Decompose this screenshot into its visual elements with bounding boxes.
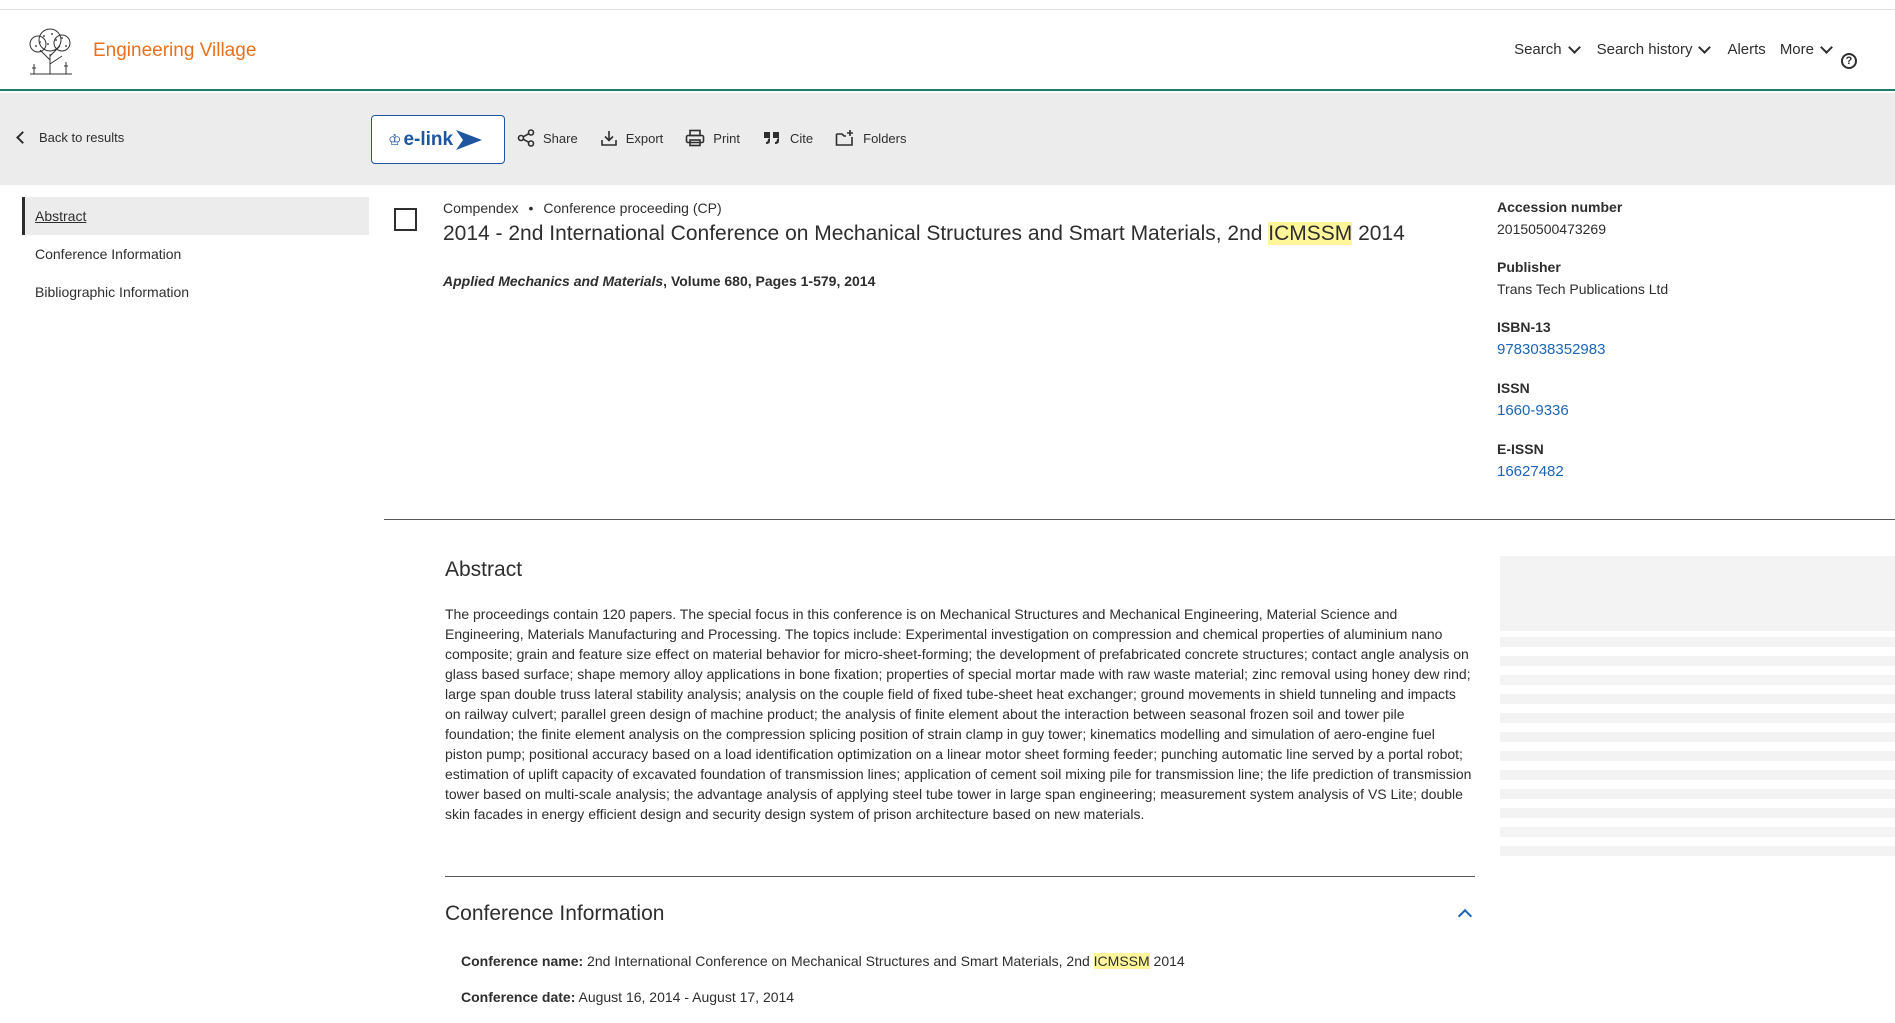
back-to-results-link[interactable]	[18, 130, 124, 145]
nav-search-label: Search	[1514, 41, 1562, 58]
loading-placeholder	[1500, 656, 1895, 666]
nav-search[interactable]	[1514, 41, 1583, 58]
section-nav-conference-information[interactable]: Conference Information	[35, 246, 182, 262]
top-border	[0, 0, 1895, 10]
arrow-right-icon	[456, 129, 482, 151]
eissn-link[interactable]: 16627482	[1497, 463, 1564, 480]
loading-placeholder	[1500, 713, 1895, 723]
folder-add-icon	[835, 129, 855, 147]
conference-information-heading: Conference Information	[445, 902, 665, 925]
record-toolbar	[0, 93, 1895, 185]
nav-search-history-label: Search history	[1596, 41, 1693, 58]
conference-name-label: Conference name:	[461, 953, 584, 969]
select-record-checkbox[interactable]	[394, 208, 417, 231]
elink-button[interactable]	[371, 115, 505, 164]
separator-dot: •	[528, 200, 534, 216]
brand-name[interactable]: Engineering Village	[93, 40, 257, 61]
nav-search-history[interactable]	[1597, 41, 1714, 58]
top-navigation	[1514, 41, 1835, 58]
issn-label: ISSN	[1497, 380, 1530, 396]
nav-more[interactable]	[1780, 41, 1835, 58]
nav-alerts[interactable]	[1727, 41, 1765, 58]
export-label: Export	[625, 130, 664, 146]
loading-placeholder	[1500, 770, 1895, 780]
conference-date-row	[461, 989, 794, 1005]
conference-name-row	[461, 953, 1185, 969]
nav-alerts-label: Alerts	[1727, 41, 1766, 58]
share-icon	[517, 129, 535, 147]
search-term-highlight: ICMSSM	[1093, 953, 1150, 969]
conference-date-label: Conference date:	[461, 989, 576, 1005]
loading-placeholder	[1500, 827, 1895, 837]
source-details: , Volume 680, Pages 1-579, 2014	[663, 273, 876, 289]
cite-label: Cite	[790, 130, 814, 146]
elsevier-tree-logo[interactable]	[22, 26, 78, 76]
abstract-heading: Abstract	[445, 558, 523, 581]
loading-placeholder	[1500, 751, 1895, 761]
document-title-tail: 2014	[1352, 222, 1405, 245]
search-term-highlight: ICMSSM	[1268, 222, 1353, 245]
record-actions	[517, 129, 929, 147]
document-title	[443, 222, 1405, 246]
export-button[interactable]	[600, 129, 664, 147]
elink-label: e-link	[403, 128, 454, 150]
document-title-text: 2014 - 2nd International Conference on Mechanical Structures and Smart Materials, 2nd	[443, 222, 1269, 245]
record-meta	[443, 200, 722, 216]
source-citation	[443, 273, 875, 289]
loading-placeholder	[1500, 846, 1895, 856]
share-button[interactable]	[517, 129, 578, 147]
chevron-down-icon	[1820, 41, 1833, 54]
conference-name-value: 2nd International Conference on Mechanical Structures and Smart Materials, 2nd	[587, 953, 1094, 969]
nav-more-label: More	[1779, 41, 1814, 58]
loading-placeholder	[1500, 675, 1895, 685]
crown-icon: ♔	[388, 131, 402, 149]
isbn-label: ISBN-13	[1497, 319, 1551, 335]
download-icon	[600, 129, 618, 147]
cite-button[interactable]	[762, 129, 813, 147]
accession-number-label: Accession number	[1497, 199, 1623, 215]
eissn-label: E-ISSN	[1497, 441, 1544, 457]
loading-placeholder	[1500, 808, 1895, 818]
journal-name[interactable]: Applied Mechanics and Materials	[443, 273, 664, 289]
back-to-results-label: Back to results	[39, 130, 125, 145]
publisher-label: Publisher	[1497, 259, 1561, 275]
section-navigation	[22, 197, 369, 311]
accession-number-value: 20150500473269	[1497, 221, 1607, 237]
conference-date-value: August 16, 2014 - August 17, 2014	[578, 989, 795, 1005]
share-label: Share	[543, 130, 578, 146]
record-details	[1497, 199, 1857, 502]
loading-placeholder	[1500, 732, 1895, 742]
chevron-down-icon	[1568, 41, 1581, 54]
site-header	[0, 10, 1895, 91]
document-type: Conference proceeding (CP)	[543, 200, 722, 216]
print-button[interactable]	[685, 129, 740, 147]
chevron-left-icon	[16, 131, 29, 144]
chevron-up-icon[interactable]	[1458, 909, 1472, 923]
folders-label: Folders	[863, 130, 907, 146]
conference-name-tail: 2014	[1149, 953, 1185, 969]
chevron-down-icon	[1699, 41, 1712, 54]
loading-placeholder	[1500, 556, 1895, 631]
abstract-text: The proceedings contain 120 papers. The special focus in this conference is on Mechanical Structures and Mechanical Engineering, Material Science and Engineering, Materials Manufacturing and Processing. The topics include: Experimental investigation on compression and chemical properties of aluminium nano composite; grain and feature size effect on material behavior for micro-sheet-forming; the development of prefabricated concrete structures; contact angle analysis on glass based surface; shape memory alloy applications in bone fixation; properties of special mortar made with raw waste material; zinc removal using honey dew rind; large span double truss lateral stability analysis; analysis on the couple field of fixed tube-sheet heat exchanger; ground movements in shield tunneling and impacts on railway culvert; parallel green design of machine product; the analysis of finite element about the interaction between seasonal frozen soil and tower pile foundation; the finite element analysis on the compression splicing position of strain clamp in guy tower; kinematics modelling and simulation of aero-engine fuel piston pump; positional accuracy based on a load identification optimization on a linear motor sheet forming feeder; punching automatic line served by a portal robot; estimation of uplift capacity of excavated foundation of transmission lines; application of cement soil mixing pile for transmission line; the life prediction of transmission tower based on multi-scale analysis; the advantage analysis of applying steel tube tower in large span engineering; measurement system analysis of VS Lite; double skin facades in energy efficient design and security design system of prison architecture based on new materials.	[445, 606, 1472, 822]
loading-placeholder	[1500, 637, 1895, 647]
help-icon[interactable]: ?	[1841, 53, 1857, 69]
section-nav-bibliographic-information[interactable]: Bibliographic Information	[35, 284, 190, 300]
section-divider	[384, 519, 1895, 520]
database-name: Compendex	[443, 200, 519, 216]
section-nav-abstract[interactable]: Abstract	[22, 197, 369, 235]
publisher-value: Trans Tech Publications Ltd	[1497, 281, 1669, 297]
quote-icon	[762, 129, 782, 147]
section-divider	[445, 876, 1475, 877]
printer-icon	[685, 129, 705, 147]
issn-link[interactable]: 1660-9336	[1497, 402, 1569, 419]
loading-placeholder	[1500, 789, 1895, 799]
print-label: Print	[713, 130, 741, 146]
isbn-link[interactable]: 9783038352983	[1497, 341, 1606, 358]
loading-placeholder	[1500, 694, 1895, 704]
folders-button[interactable]	[835, 129, 906, 147]
